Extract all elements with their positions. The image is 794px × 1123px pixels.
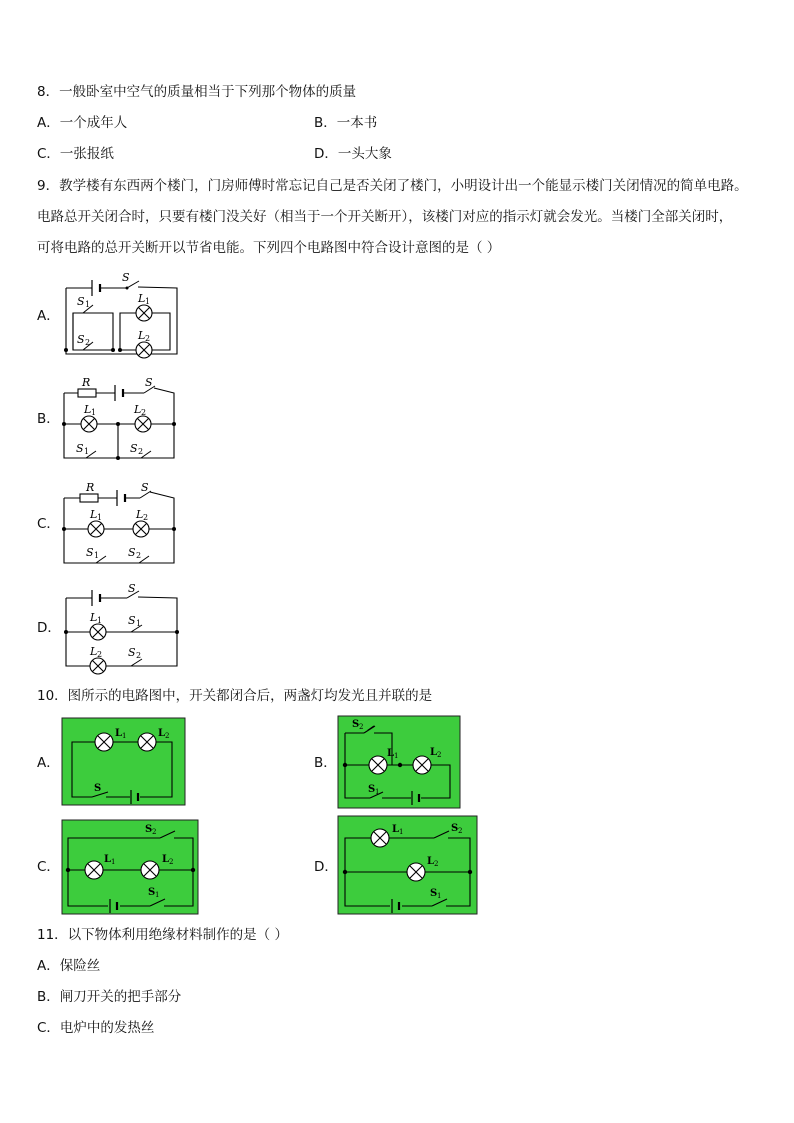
q8-stem: 8．一般卧室中空气的质量相当于下列那个物体的质量 bbox=[37, 84, 357, 100]
svg-text:2: 2 bbox=[458, 827, 463, 835]
svg-text:1: 1 bbox=[94, 551, 100, 560]
q9-stem-line3: 可将电路的总开关断开以节省电能。下列四个电路图中符合设计意图的是（ ） bbox=[37, 240, 501, 256]
svg-text:L: L bbox=[138, 292, 146, 305]
svg-text:1: 1 bbox=[97, 513, 103, 522]
q11-stem: 11．以下物体利用绝缘材料制作的是（ ） bbox=[37, 927, 288, 943]
svg-text:1: 1 bbox=[145, 297, 151, 306]
svg-text:2: 2 bbox=[165, 732, 170, 740]
svg-text:L: L bbox=[138, 329, 146, 342]
svg-text:L: L bbox=[427, 856, 435, 867]
svg-text:S: S bbox=[141, 481, 149, 494]
q10-stem: 10．图所示的电路图中，开关都闭合后，两盏灯均发光且并联的是 bbox=[37, 688, 433, 704]
svg-text:1: 1 bbox=[437, 892, 442, 900]
svg-text:2: 2 bbox=[145, 334, 151, 343]
svg-text:1: 1 bbox=[399, 828, 404, 836]
svg-text:1: 1 bbox=[375, 788, 380, 796]
switch-s-label: S bbox=[122, 271, 130, 284]
svg-text:1: 1 bbox=[394, 752, 399, 760]
svg-text:2: 2 bbox=[97, 650, 103, 659]
svg-text:1: 1 bbox=[136, 619, 142, 628]
svg-text:L: L bbox=[158, 728, 166, 739]
svg-text:1: 1 bbox=[97, 616, 103, 625]
svg-text:S: S bbox=[128, 646, 136, 659]
svg-text:L: L bbox=[84, 403, 92, 416]
svg-text:R: R bbox=[86, 481, 95, 494]
svg-text:2: 2 bbox=[138, 447, 144, 456]
svg-text:1: 1 bbox=[122, 732, 127, 740]
svg-text:2: 2 bbox=[136, 551, 142, 560]
svg-text:2: 2 bbox=[169, 858, 174, 866]
svg-text:S: S bbox=[145, 376, 153, 389]
q9-stem-line1: 9．教学楼有东西两个楼门，门房师傅时常忘记自己是否关闭了楼门，小明设计出一个能显示楼门关闭情况的简单电路。 bbox=[37, 178, 748, 194]
svg-text:L: L bbox=[136, 508, 144, 521]
svg-text:S: S bbox=[352, 719, 360, 730]
svg-text:1: 1 bbox=[85, 300, 91, 309]
svg-text:S: S bbox=[145, 824, 153, 835]
svg-text:2: 2 bbox=[434, 860, 439, 868]
svg-text:S: S bbox=[76, 442, 84, 455]
switch-s2-label: S bbox=[77, 333, 85, 346]
svg-text:2: 2 bbox=[152, 828, 157, 836]
q8-option-b: B．一本书 bbox=[314, 115, 378, 131]
q8-option-c: C．一张报纸 bbox=[37, 146, 114, 162]
svg-text:2: 2 bbox=[359, 723, 364, 731]
svg-text:2: 2 bbox=[85, 338, 91, 347]
svg-text:L: L bbox=[115, 728, 123, 739]
q11-option-c: C．电炉中的发热丝 bbox=[37, 1020, 155, 1036]
svg-text:L: L bbox=[392, 824, 400, 835]
svg-text:2: 2 bbox=[143, 513, 149, 522]
svg-text:1: 1 bbox=[155, 891, 160, 899]
svg-text:2: 2 bbox=[141, 408, 147, 417]
q10-option-b-label: B． bbox=[314, 755, 337, 771]
q8-option-a: A．一个成年人 bbox=[37, 115, 128, 131]
q10-option-d-label: D． bbox=[314, 859, 338, 875]
svg-text:1: 1 bbox=[111, 858, 116, 866]
svg-text:2: 2 bbox=[437, 751, 442, 759]
q10-option-a-label: A． bbox=[37, 755, 60, 771]
svg-text:S: S bbox=[128, 614, 136, 627]
svg-text:2: 2 bbox=[136, 651, 142, 660]
svg-text:L: L bbox=[162, 854, 170, 865]
svg-text:S: S bbox=[430, 888, 438, 899]
q9-option-a-label: A． bbox=[37, 308, 60, 324]
svg-text:L: L bbox=[90, 508, 98, 521]
q9-stem-line2: 电路总开关闭合时，只要有楼门没关好（相当于一个开关断开），该楼门对应的指示灯就会发光。当楼门全部关闭时， bbox=[37, 209, 733, 225]
svg-text:S: S bbox=[368, 784, 376, 795]
q11-option-a: A．保险丝 bbox=[37, 958, 101, 974]
svg-text:S: S bbox=[94, 783, 102, 794]
svg-text:1: 1 bbox=[84, 447, 90, 456]
q10-option-c-label: C． bbox=[37, 859, 60, 875]
svg-text:S: S bbox=[128, 546, 136, 559]
svg-text:S: S bbox=[130, 442, 138, 455]
svg-text:S: S bbox=[451, 823, 459, 834]
q8-option-d: D．一头大象 bbox=[314, 146, 392, 162]
resistor-r-label: R bbox=[82, 376, 91, 389]
svg-text:L: L bbox=[430, 747, 438, 758]
svg-text:S: S bbox=[148, 887, 156, 898]
svg-text:L: L bbox=[90, 611, 98, 624]
svg-text:L: L bbox=[387, 748, 395, 759]
svg-text:L: L bbox=[90, 645, 98, 658]
svg-text:1: 1 bbox=[91, 408, 97, 417]
q11-option-b: B．闸刀开关的把手部分 bbox=[37, 989, 182, 1005]
svg-text:S: S bbox=[128, 582, 136, 595]
svg-text:S: S bbox=[86, 546, 94, 559]
svg-text:L: L bbox=[134, 403, 142, 416]
q9-option-d-label: D． bbox=[37, 620, 61, 636]
switch-s1-label: S bbox=[77, 295, 85, 308]
q9-option-c-label: C． bbox=[37, 516, 60, 532]
svg-text:L: L bbox=[104, 854, 112, 865]
q9-option-b-label: B． bbox=[37, 411, 60, 427]
